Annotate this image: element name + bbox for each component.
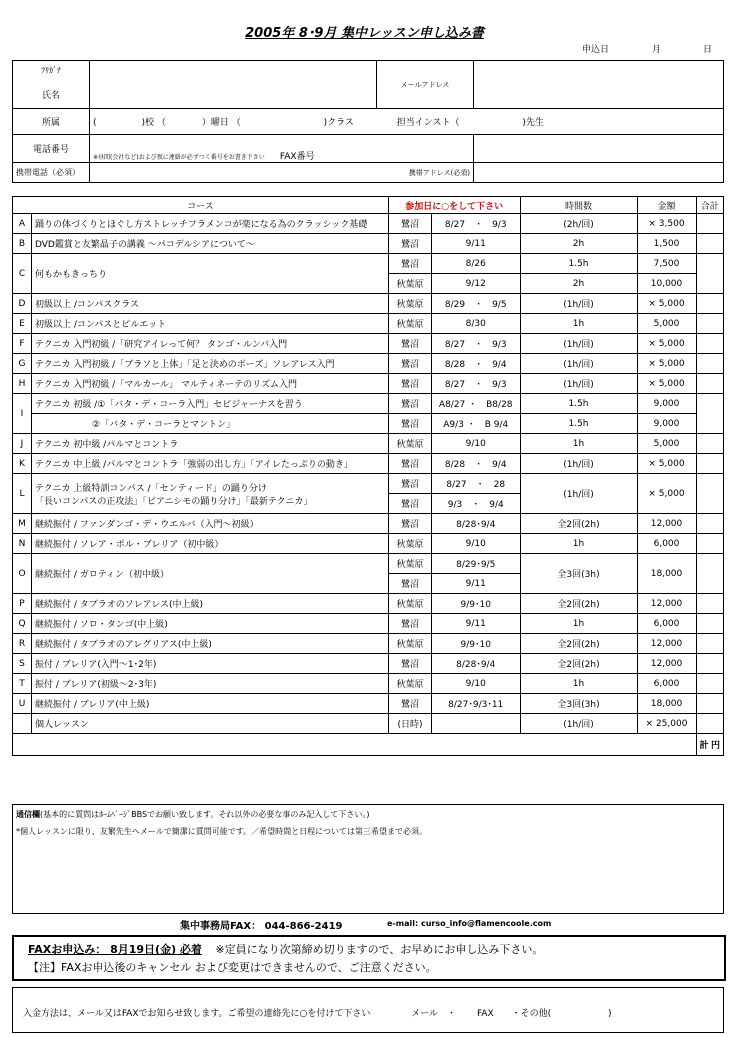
affiliation-label: 所属 — [13, 109, 90, 135]
affiliation-school-day: ( )校 （ ）曜日 （ — [93, 118, 241, 128]
course-price: 6,000 — [637, 614, 696, 634]
course-location: 秋葉原 — [388, 634, 431, 654]
course-hours: 全2回(2h) — [520, 634, 637, 654]
course-total[interactable] — [696, 334, 724, 354]
course-code: M — [13, 514, 32, 534]
course-code: D — [13, 294, 32, 314]
course-code: S — [13, 654, 32, 674]
course-hours: 全3回(3h) — [520, 694, 637, 714]
course-row — [13, 254, 724, 274]
course-total[interactable] — [696, 474, 724, 514]
course-total[interactable] — [696, 714, 724, 734]
course-price: 12,000 — [637, 594, 696, 614]
course-code: Q — [13, 614, 32, 634]
course-name: 継続振付 / タブラオのソレアレス(中上級) — [32, 594, 389, 614]
affiliation-field[interactable] — [90, 109, 724, 135]
course-name: テクニカ 入門初級 /「研究アイレって何？ タンゴ・ルンバ入門 — [32, 334, 389, 354]
fax-label: FAX番号 — [279, 152, 315, 162]
email-label: メールアドレス — [377, 61, 474, 109]
course-price: 10,000 — [637, 274, 696, 294]
course-hours: 1.5h — [520, 394, 637, 414]
office-email: e-mail: curso_info@flamencoole.com — [387, 919, 552, 928]
course-code: A — [13, 214, 32, 234]
affiliation-class: )クラス — [323, 118, 354, 128]
payment-option-email[interactable]: メール ・ — [411, 1009, 457, 1019]
course-price: 12,000 — [637, 654, 696, 674]
course-row — [13, 694, 724, 714]
course-row — [13, 374, 724, 394]
price-header: 金額 — [637, 197, 696, 214]
course-row — [13, 454, 724, 474]
course-location: 鷺沼 — [388, 514, 431, 534]
course-name: 継続振付 / ブレリア(中上級) — [32, 694, 389, 714]
sensei-label: )先生 — [522, 118, 544, 128]
course-location: 鷺沼 — [388, 614, 431, 634]
course-code: J — [13, 434, 32, 454]
course-location: 鷺沼 — [388, 454, 431, 474]
course-dates[interactable]: 9/11 — [431, 234, 520, 254]
course-price: 9,000 — [637, 414, 696, 434]
course-name: 継続振付 / ソレア・ポル・ブレリア（初中級） — [32, 534, 389, 554]
grand-total-cell[interactable] — [696, 734, 724, 756]
course-header: コース — [13, 197, 389, 214]
course-dates[interactable]: 8/29･9/5 — [431, 554, 520, 574]
course-dates[interactable]: 9/11 — [431, 614, 520, 634]
name-field[interactable] — [90, 61, 377, 109]
course-total[interactable] — [696, 434, 724, 454]
course-name: 個人レッスン — [32, 714, 389, 734]
course-location: 鷺沼 — [388, 654, 431, 674]
course-price: 6,000 — [637, 534, 696, 554]
course-code: P — [13, 594, 32, 614]
course-hours: 1h — [520, 534, 637, 554]
course-location: 秋葉原 — [388, 434, 431, 454]
course-name-line: テクニカ 上級特訓コンパス /「センティード」の踊り分け — [35, 483, 267, 494]
name-label: 氏名 — [41, 91, 60, 101]
course-price: 18,000 — [637, 554, 696, 594]
course-code: C — [13, 254, 32, 294]
personal-info-table — [12, 60, 724, 183]
course-row — [13, 634, 724, 654]
course-name: 初級以上 /コンパスクラス — [32, 294, 389, 314]
course-name: テクニカ 初級 /①「バタ・デ・コーラ入門」セビジャーナスを習う — [32, 394, 389, 414]
payment-text: 入金方法は、メール又はFAXでお知らせ致します。ご希望の連絡先に○を付けて下さい — [23, 1009, 371, 1019]
course-location: 鷺沼 — [388, 494, 431, 514]
course-location: (日時) — [388, 714, 431, 734]
course-table — [12, 196, 724, 756]
course-price: × 25,000 — [637, 714, 696, 734]
payment-option-fax-other[interactable]: FAX ・その他( — [476, 1009, 552, 1019]
course-hours: 全2回(2h) — [520, 514, 637, 534]
notes-heading: 通信欄 — [16, 810, 40, 819]
mobile-field[interactable] — [90, 163, 474, 183]
course-hours: 1.5h — [520, 254, 637, 274]
notes-box[interactable] — [12, 804, 724, 914]
course-location: 秋葉原 — [388, 294, 431, 314]
fax-notice: 【注】FAXお申込後のキャンセル および変更はできませんので、ご注意ください。 — [28, 961, 437, 974]
course-hours: 1h — [520, 434, 637, 454]
course-dates[interactable]: 9/11 — [431, 574, 520, 594]
course-total[interactable] — [696, 314, 724, 334]
course-price: × 5,000 — [637, 334, 696, 354]
course-name: テクニカ 入門初級 /「マルカール」 マルティネーテのリズム入門 — [32, 374, 389, 394]
course-name: 振付 / ブレリア(入門～1･2年) — [32, 654, 389, 674]
course-total[interactable] — [696, 234, 724, 254]
course-row — [13, 334, 724, 354]
course-name: 初級以上 /コンパスとピルエット — [32, 314, 389, 334]
course-location: 秋葉原 — [388, 314, 431, 334]
course-dates[interactable]: 8/30 — [431, 314, 520, 334]
course-price: 6,000 — [637, 674, 696, 694]
course-row — [13, 474, 724, 494]
course-dates[interactable]: 8/28 ・ 9/4 — [431, 454, 520, 474]
course-price: 5,000 — [637, 314, 696, 334]
notes-line-2: *個人レッスンに限り、友繁先生へメールで簡潔に質問可能です。／希望時間と日程については第三希望まで必須。 — [16, 827, 427, 836]
course-total[interactable] — [696, 514, 724, 534]
course-code: O — [13, 554, 32, 594]
course-dates[interactable]: 8/26 — [431, 254, 520, 274]
course-total[interactable] — [696, 634, 724, 654]
course-total[interactable] — [696, 394, 724, 434]
course-code: F — [13, 334, 32, 354]
course-price: 18,000 — [637, 694, 696, 714]
course-price: × 5,000 — [637, 474, 696, 514]
course-price: 1,500 — [637, 234, 696, 254]
fax-deadline: FAXお申込み： 8月19日(金) 必着 — [28, 943, 202, 956]
course-dates[interactable]: 8/27 ・ 9/3 — [431, 214, 520, 234]
course-row — [13, 674, 724, 694]
course-dates[interactable]: 9/9･10 — [431, 634, 520, 654]
course-dates[interactable]: 8/27 ・ 9/3 — [431, 374, 520, 394]
phone-label: 電話番号 — [13, 135, 90, 163]
course-dates[interactable]: 9/10 — [431, 674, 520, 694]
course-hours: (1h/回) — [520, 294, 637, 314]
course-dates[interactable]: 8/28･9/4 — [431, 654, 520, 674]
payment-box — [12, 987, 724, 1033]
course-name: 継続振付 / ソロ・タンゴ(中上級) — [32, 614, 389, 634]
course-dates[interactable] — [431, 714, 520, 734]
course-dates[interactable]: 8/27 ・ 28 — [431, 474, 520, 494]
month-label: 月 — [652, 45, 662, 55]
course-location: 秋葉原 — [388, 274, 431, 294]
course-dates[interactable]: 9/9･10 — [431, 594, 520, 614]
course-dates[interactable]: 8/27 ・ 9/3 — [431, 334, 520, 354]
course-code: G — [13, 354, 32, 374]
course-name: 踊りの体づくりとほぐし方ストレッチフラメンコが楽になる為のクラッシック基礎 — [32, 214, 389, 234]
course-dates[interactable]: 8/29 ・ 9/5 — [431, 294, 520, 314]
course-name: ②「バタ・デ・コーラとマントン」 — [32, 414, 389, 434]
office-fax: 集中事務局FAX： 044-866-2419 — [180, 921, 343, 932]
course-price: × 5,000 — [637, 454, 696, 474]
course-location: 鷺沼 — [388, 254, 431, 274]
total-label: 計 — [699, 741, 709, 751]
day-label: 日 — [703, 45, 713, 55]
course-dates[interactable]: 8/27･9/3･11 — [431, 694, 520, 714]
mobile-address-label: 携帯アドレス(必須) — [408, 168, 470, 177]
course-row — [13, 434, 724, 454]
hours-header: 時間数 — [520, 197, 637, 214]
course-total[interactable] — [696, 654, 724, 674]
notes-line-1: (基本的に質問はﾎｰﾑﾍﾟｰｼﾞBBSでお願い致します。それ以外の必要な事のみ記入して下さい。) — [40, 810, 370, 819]
course-hours: (1h/回) — [520, 454, 637, 474]
instructor-label: 担当インスト（ — [396, 118, 460, 128]
course-dates[interactable]: A9/3 ・ B 9/4 — [431, 414, 520, 434]
course-total[interactable] — [696, 694, 724, 714]
course-dates[interactable]: A8/27 ・ B8/28 — [431, 394, 520, 414]
course-row — [13, 654, 724, 674]
fax-deadline-box — [12, 935, 726, 981]
course-name: 継続振付 / ファンダンゴ・デ・ウエルバ（入門～初級） — [32, 514, 389, 534]
course-price: × 5,000 — [637, 374, 696, 394]
course-price: 7,500 — [637, 254, 696, 274]
course-hours: (1h/回) — [520, 714, 637, 734]
course-location: 鷺沼 — [388, 374, 431, 394]
course-dates[interactable]: 8/28 ・ 9/4 — [431, 354, 520, 374]
course-code: N — [13, 534, 32, 554]
mobile-label: 携帯電話（必須） — [13, 163, 90, 183]
course-total[interactable] — [696, 374, 724, 394]
course-total[interactable] — [696, 674, 724, 694]
course-name: テクニカ 入門初級 /「ブラソと上体」「足と決めのポーズ」ソレアレス入門 — [32, 354, 389, 374]
course-hours: 2h — [520, 274, 637, 294]
course-row — [13, 614, 724, 634]
course-name — [32, 474, 389, 514]
course-row-sub — [13, 414, 724, 434]
course-row — [13, 214, 724, 234]
course-hours: 1h — [520, 314, 637, 334]
course-location: 鷺沼 — [388, 414, 431, 434]
course-row — [13, 514, 724, 534]
course-row — [13, 354, 724, 374]
fax-deadline-note: ※定員になり次第締め切りますので、お早めにお申し込み下さい。 — [215, 943, 544, 956]
course-hours: 1.5h — [520, 414, 637, 434]
total-header: 合計 — [696, 197, 724, 214]
course-total[interactable] — [696, 354, 724, 374]
phone-field[interactable] — [90, 135, 474, 163]
course-total[interactable] — [696, 534, 724, 554]
course-location: 鷺沼 — [388, 234, 431, 254]
course-row — [13, 234, 724, 254]
email-field[interactable] — [474, 61, 724, 109]
course-hours: 全2回(2h) — [520, 654, 637, 674]
course-code: K — [13, 454, 32, 474]
mobile-address-field[interactable] — [474, 163, 724, 183]
course-name: 継続振付 / ガロティン（初中級） — [32, 554, 389, 594]
course-total[interactable] — [696, 554, 724, 594]
course-name-line: 「長いコンパスの正攻法」「ピアニシモの踊り分け」「最新テクニカ」 — [35, 496, 313, 507]
course-location: 鷺沼 — [388, 354, 431, 374]
page-title: 2005年 8･9月 集中レッスン申し込み書 — [245, 26, 484, 41]
course-name: 継続振付 / タブラオのアレグリアス(中上級) — [32, 634, 389, 654]
course-location: 鷺沼 — [388, 334, 431, 354]
course-row — [13, 394, 724, 414]
course-price: × 5,000 — [637, 354, 696, 374]
course-row — [13, 594, 724, 614]
furigana-label: ﾌﾘｶﾞﾅ — [41, 66, 61, 75]
course-code: H — [13, 374, 32, 394]
course-code: U — [13, 694, 32, 714]
course-name: DVD鑑賞と友繁晶子の講義 ～パコデルシアについて～ — [32, 234, 389, 254]
course-total[interactable] — [696, 254, 724, 294]
course-code: E — [13, 314, 32, 334]
course-hours: 1h — [520, 674, 637, 694]
course-hours: (1h/回) — [520, 374, 637, 394]
course-total[interactable] — [696, 594, 724, 614]
course-code: T — [13, 674, 32, 694]
course-code — [13, 714, 32, 734]
course-price: 9,000 — [637, 394, 696, 414]
course-location: 鷺沼 — [388, 394, 431, 414]
course-dates[interactable]: 9/12 — [431, 274, 520, 294]
course-name: 振付 / ブレリア(初級～2･3年) — [32, 674, 389, 694]
course-row — [13, 314, 724, 334]
course-name: テクニカ 中上級 /パルマとコントラ「強弱の出し方」「アイレたっぷりの動き」 — [32, 454, 389, 474]
course-total[interactable] — [696, 454, 724, 474]
course-location: 秋葉原 — [388, 674, 431, 694]
course-total[interactable] — [696, 614, 724, 634]
phone-note: ※昼間(会社など)および夜に連絡が必ずつく番号をお書き下さい — [93, 154, 265, 161]
payment-close: ) — [608, 1009, 612, 1019]
course-hours: (1h/回) — [520, 354, 637, 374]
course-price: 12,000 — [637, 634, 696, 654]
course-dates[interactable]: 9/10 — [431, 434, 520, 454]
attend-header: 参加日に○をして下さい — [388, 197, 520, 214]
course-hours: 全3回(3h) — [520, 554, 637, 594]
total-unit: 円 — [710, 741, 720, 751]
course-hours: 2h — [520, 234, 637, 254]
course-row — [13, 554, 724, 574]
course-location: 秋葉原 — [388, 594, 431, 614]
course-location: 秋葉原 — [388, 554, 431, 574]
course-dates[interactable]: 8/28･9/4 — [431, 514, 520, 534]
course-dates[interactable]: 9/3 ・ 9/4 — [431, 494, 520, 514]
course-hours: (1h/回) — [520, 474, 637, 514]
course-code: L — [13, 474, 32, 514]
course-price: × 5,000 — [637, 294, 696, 314]
fax-field[interactable] — [474, 135, 724, 163]
course-price: 12,000 — [637, 514, 696, 534]
course-code: R — [13, 634, 32, 654]
course-location: 鷺沼 — [388, 694, 431, 714]
course-price: 5,000 — [637, 434, 696, 454]
course-hours: 1h — [520, 614, 637, 634]
course-total[interactable] — [696, 294, 724, 314]
course-location: 鷺沼 — [388, 574, 431, 594]
course-hours: (2h/回) — [520, 214, 637, 234]
course-price: × 3,500 — [637, 214, 696, 234]
course-code: B — [13, 234, 32, 254]
course-dates[interactable]: 9/10 — [431, 534, 520, 554]
application-date-label: 申込日 — [582, 45, 610, 55]
course-hours: (1h/回) — [520, 334, 637, 354]
course-total[interactable] — [696, 214, 724, 234]
course-row — [13, 714, 724, 734]
course-location: 秋葉原 — [388, 534, 431, 554]
course-location: 鷺沼 — [388, 214, 431, 234]
course-hours: 全2回(2h) — [520, 594, 637, 614]
course-row — [13, 294, 724, 314]
course-name: テクニカ 初中級 /パルマとコントラ — [32, 434, 389, 454]
course-name: 何もかもきっちり — [32, 254, 389, 294]
course-row — [13, 534, 724, 554]
course-location: 鷺沼 — [388, 474, 431, 494]
course-code: I — [13, 394, 32, 434]
